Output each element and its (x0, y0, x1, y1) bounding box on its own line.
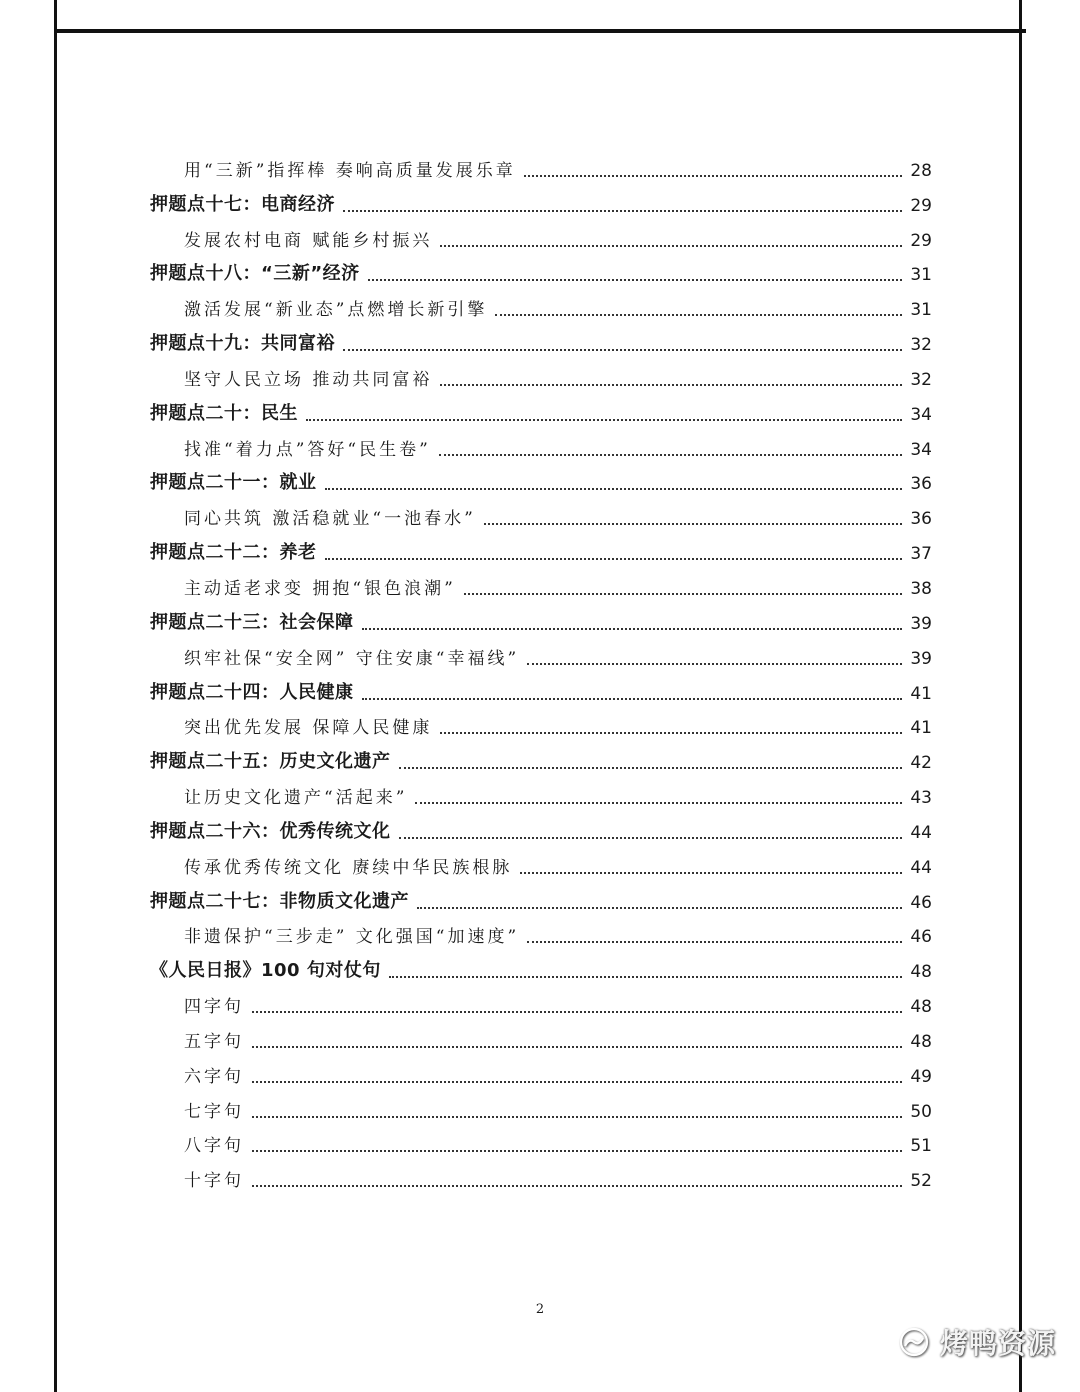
page-number: 2 (535, 1302, 545, 1317)
toc-dot-leader (440, 384, 902, 386)
toc-entry-title: 押题点二十七：非物质文化遗产 (150, 890, 409, 912)
toc-entry[interactable] (150, 1162, 932, 1197)
toc-dot-leader (362, 628, 903, 630)
table-of-contents (150, 152, 932, 1197)
toc-dot-leader (399, 767, 903, 769)
toc-entry-title: 押题点十九：共同富裕 (150, 333, 335, 355)
watermark-text: 烤鸭资源 (940, 1327, 1057, 1360)
toc-entry-title: 发展农村电商 赋能乡村振兴 (184, 230, 433, 251)
toc-dot-leader (368, 279, 902, 281)
toc-entry[interactable] (150, 779, 932, 814)
toc-entry-page: 39 (910, 613, 932, 634)
toc-dot-leader (343, 349, 902, 351)
toc-entry[interactable] (150, 849, 932, 884)
toc-dot-leader (415, 802, 902, 804)
toc-dot-leader (524, 175, 902, 177)
toc-dot-leader (439, 454, 902, 456)
toc-entry[interactable] (150, 291, 932, 326)
toc-entry-page: 38 (910, 578, 932, 599)
toc-entry-title: 十字句 (184, 1171, 244, 1192)
toc-entry[interactable] (150, 605, 932, 640)
toc-entry[interactable] (150, 396, 932, 431)
toc-dot-leader (399, 837, 903, 839)
toc-entry-page: 31 (910, 300, 932, 321)
toc-entry-title: 同心共筑 激活稳就业“一池春水” (184, 509, 476, 530)
toc-dot-leader (306, 419, 902, 421)
toc-dot-leader (252, 1150, 902, 1152)
toc-entry-title: 激活发展“新业态”点燃增长新引擎 (184, 300, 488, 321)
toc-entry-page: 31 (910, 265, 932, 286)
toc-dot-leader (252, 1081, 902, 1083)
toc-entry-title: 七字句 (184, 1101, 244, 1122)
toc-dot-leader (440, 732, 902, 734)
toc-entry-title: 四字句 (184, 997, 244, 1018)
toc-entry-page: 48 (910, 997, 932, 1018)
toc-entry-title: 押题点二十五：历史文化遗产 (150, 751, 391, 773)
toc-entry-page: 29 (910, 195, 932, 216)
toc-entry-page: 36 (910, 474, 932, 495)
toc-entry-title: 六字句 (184, 1066, 244, 1087)
toc-dot-leader (389, 976, 902, 978)
toc-entry-title: 织牢社保“安全网” 守住安康“幸福线” (184, 648, 520, 669)
toc-dot-leader (527, 941, 902, 943)
toc-dot-leader (495, 314, 902, 316)
toc-entry-page: 34 (910, 439, 932, 460)
toc-entry-page: 32 (910, 369, 932, 390)
toc-entry-title: 押题点二十二：养老 (150, 542, 317, 564)
toc-dot-leader (325, 488, 903, 490)
toc-entry[interactable] (150, 814, 932, 849)
toc-entry[interactable] (150, 570, 932, 605)
toc-entry-page: 37 (910, 544, 932, 565)
toc-entry-page: 49 (910, 1066, 932, 1087)
toc-entry-page: 28 (910, 160, 932, 181)
toc-entry-title: 押题点二十：民生 (150, 402, 298, 424)
toc-entry-page: 44 (910, 857, 932, 878)
toc-dot-leader (440, 245, 902, 247)
toc-entry-page: 39 (910, 648, 932, 669)
watermark (896, 1322, 1056, 1362)
toc-entry-title: 非遗保护“三步走” 文化强国“加速度” (184, 927, 520, 948)
toc-entry[interactable] (150, 326, 932, 361)
toc-entry-page: 48 (910, 962, 932, 983)
toc-entry-title: 坚守人民立场 推动共同富裕 (184, 369, 433, 390)
toc-entry-page: 34 (910, 404, 932, 425)
toc-entry-title: 押题点二十四：人民健康 (150, 681, 354, 703)
toc-entry-page: 29 (910, 230, 932, 251)
toc-dot-leader (417, 907, 902, 909)
toc-dot-leader (252, 1185, 902, 1187)
toc-dot-leader (362, 698, 903, 700)
toc-entry[interactable] (150, 152, 932, 187)
toc-entry-title: 主动适老求变 拥抱“银色浪潮” (184, 578, 456, 599)
toc-entry-title: 用“三新”指挥棒 奏响高质量发展乐章 (184, 160, 516, 181)
toc-dot-leader (520, 872, 902, 874)
toc-entry[interactable] (150, 710, 932, 745)
toc-entry-title: 传承优秀传统文化 赓续中华民族根脉 (184, 857, 513, 878)
toc-entry-title: 找准“着力点”答好“民生卷” (184, 439, 431, 460)
toc-dot-leader (325, 558, 903, 560)
toc-dot-leader (252, 1046, 902, 1048)
toc-entry-page: 46 (910, 892, 932, 913)
toc-entry-page: 46 (910, 927, 932, 948)
toc-entry-title: 押题点二十一：就业 (150, 472, 317, 494)
toc-entry-page: 42 (910, 753, 932, 774)
toc-entry-page: 51 (910, 1136, 932, 1157)
toc-dot-leader (464, 593, 902, 595)
toc-entry[interactable] (150, 988, 932, 1023)
toc-entry[interactable] (150, 1058, 932, 1093)
toc-entry-page: 50 (910, 1101, 932, 1122)
toc-entry[interactable] (150, 500, 932, 535)
toc-dot-leader (484, 523, 902, 525)
toc-entry-title: 押题点十八：“三新”经济 (150, 263, 360, 285)
toc-entry[interactable] (150, 431, 932, 466)
toc-entry[interactable] (150, 675, 932, 710)
toc-dot-leader (343, 210, 902, 212)
toc-entry[interactable] (150, 1128, 932, 1163)
toc-entry-title: 突出优先发展 保障人民健康 (184, 718, 433, 739)
toc-entry[interactable] (150, 187, 932, 222)
toc-entry-page: 43 (910, 788, 932, 809)
toc-entry-page: 32 (910, 335, 932, 356)
toc-entry-title: 押题点十七：电商经济 (150, 193, 335, 215)
toc-entry[interactable] (150, 535, 932, 570)
toc-entry[interactable] (150, 1023, 932, 1058)
toc-entry[interactable] (150, 919, 932, 954)
toc-entry-page: 44 (910, 822, 932, 843)
toc-entry[interactable] (150, 361, 932, 396)
toc-entry[interactable] (150, 257, 932, 292)
toc-entry-page: 52 (910, 1171, 932, 1192)
toc-entry-title: 八字句 (184, 1136, 244, 1157)
toc-dot-leader (527, 663, 902, 665)
toc-entry[interactable] (150, 744, 932, 779)
toc-entry[interactable] (150, 884, 932, 919)
toc-entry[interactable] (150, 1093, 932, 1128)
toc-entry[interactable] (150, 466, 932, 501)
toc-entry-title: 五字句 (184, 1031, 244, 1052)
toc-entry-title: 《人民日报》100 句对仗句 (150, 960, 381, 982)
toc-entry-page: 41 (910, 683, 932, 704)
toc-entry-page: 48 (910, 1031, 932, 1052)
wechat-official-account-icon (896, 1324, 932, 1360)
toc-entry[interactable] (150, 953, 932, 988)
toc-entry-title: 押题点二十六：优秀传统文化 (150, 820, 391, 842)
toc-dot-leader (252, 1116, 902, 1118)
header-rule (54, 29, 1026, 33)
toc-entry-page: 36 (910, 509, 932, 530)
toc-entry-page: 41 (910, 718, 932, 739)
toc-entry-title: 让历史文化遗产“活起来” (184, 788, 408, 809)
toc-entry-title: 押题点二十三：社会保障 (150, 611, 354, 633)
toc-entry[interactable] (150, 640, 932, 675)
toc-entry[interactable] (150, 222, 932, 257)
toc-dot-leader (252, 1011, 902, 1013)
